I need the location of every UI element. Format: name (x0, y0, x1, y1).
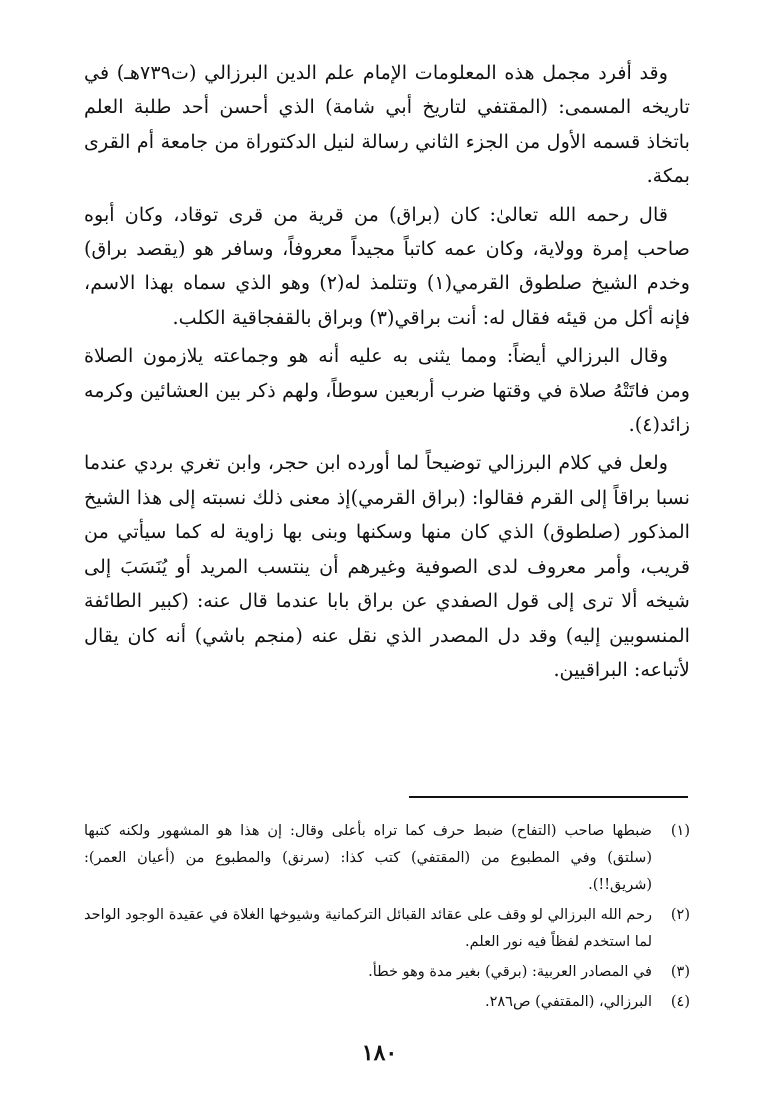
paragraph-2: قال رحمه الله تعالىٰ: كان (براق) من قرية من قرى توقاد، وكان أبوه صاحب إمرة وولاية، وكان عمه كاتباً مجيداً معروفاً، وسافر هو (يقصد براق) وخدم الشيخ صلطوق القرمي(١) وتتلمذ له(٢) وهو الذي سماه بهذا الاسم، فإنه أكل من قيئه فقال له: أنت براقي(٣) وبراق بالقفجاقية الكلب. (84, 202, 690, 329)
footnote-number: (٤) (670, 994, 690, 1010)
paragraph-4: ولعل في كلام البرزالي توضيحاً لما أورده ابن حجر، وابن تغري بردي عندما نسبا براقاً إلى القرم فقالوا: (براق القرمي)إذ معنى ذلك نسبته إلى هذا الشيخ المذكور (صلطوق) الذي كان منها وسكنها وبنى بها زاوية له كما سيأتي من قريب، وأمر معروف لدى الصوفية وغيرهم أن ينتسب المريد أو يُنَسَبَ إلى شيخه ألا ترى إلى قول الصفدي عن براق بابا عندما قال عنه: (كبير الطائفة المنسوبين إليه) وقد دل المصدر الذي نقل عنه (منجم باشي) أنه كان يقال لأتباعه: البراقيين. (84, 451, 690, 681)
footnote-text: ضبطها صاحب (التفاح) ضبط حرف كما تراه بأعلى وقال: إن هذا هو المشهور ولكنه كتبها (سلتق) وفي المطبوع من (المقتفي) كتب كذا: (سرنق) والمطبوع من (أعيان العمر): (شريق!!). (84, 823, 652, 893)
footnotes (84, 818, 690, 1019)
footnote (84, 989, 690, 1016)
footnote (84, 902, 690, 956)
paragraph-1: وقد أفرد مجمل هذه المعلومات الإمام علم الدين البرزالي (ت٧٣٩هـ) في تاريخه المسمى: (المقتفي لتاريخ أبي شامة) الذي أحسن أحد طلبة العلم باتخاذ قسمه الأول من الجزء الثاني رسالة لنيل الدكتوراة من جامعة أم القرى بمكة. (84, 61, 690, 188)
footnote-number: (١) (670, 823, 690, 839)
footnote-text: في المصادر العربية: (برقي) بغير مدة وهو خطأ. (368, 964, 652, 980)
page-number: ١٨٠ (361, 1040, 398, 1066)
footnote-number: (٣) (670, 964, 690, 980)
footnote-text: البرزالي، (المقتفي) ص٢٨٦. (484, 994, 652, 1010)
footnote-text: رحم الله البرزالي لو وقف على عقائد القبائل التركمانية وشيوخها الغلاة في عقيدة الوجود الواحد لما استخدم لفظاً فيه نور العلم. (84, 907, 652, 950)
paragraph-3: وقال البرزالي أيضاً: ومما يثنى به عليه أنه هو وجماعته يلازمون الصلاة ومن فاتَتْهُ صلاة في وقتها ضرب أربعين سوطاً، ولهم ذكر بين العشائين وكرمه زائد(٤). (84, 344, 690, 437)
footnote-number: (٢) (670, 907, 690, 923)
footnote (84, 959, 690, 986)
main-text (84, 56, 690, 691)
footnote-divider (409, 796, 688, 798)
footnote (84, 818, 690, 899)
